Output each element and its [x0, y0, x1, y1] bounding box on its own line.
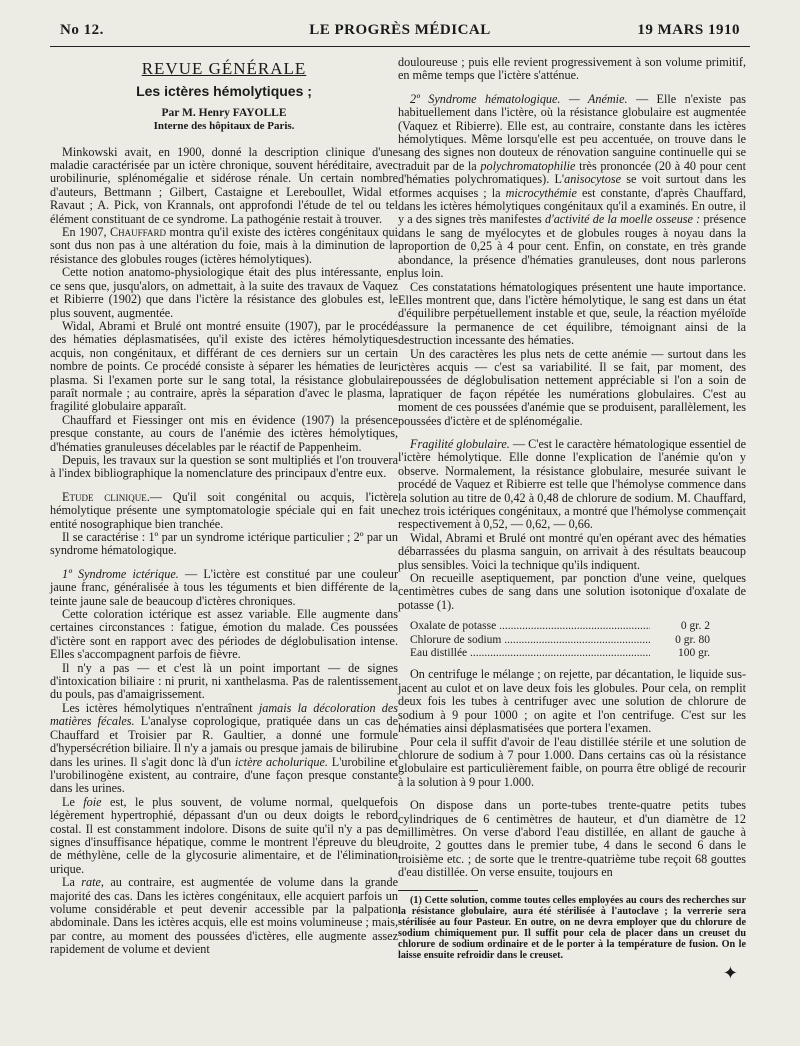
running-header: [60, 22, 740, 46]
paragraph: Ces constatations hématologiques présentent une haute importance. Elles montrent que, dans l'ictère hémolytique, le sang est dans un état d'équilibre perpétuellement instable et que, seule, la réaction myéloïde assure la permanence de cet équilibre, témoignant ainsi de la destruction incessante des hématies.: [398, 279, 746, 348]
paragraph: Etude clinique.— Qu'il soit congénital ou acquis, l'ictère hémolytique présente une symptomatologie spéciale qui en fait une entité nosographique bien tranchée.: [50, 489, 398, 531]
article-title: Les ictères hémolytiques ;: [136, 83, 312, 100]
paragraph: Les ictères hémolytiques n'entraînent jamais la décoloration des matières fécales. L'analyse coprologique, pratiquée dans un cas de Chauffard et Troisier par R. Gaultier, a donné une formule d'hypersécrétion biliaire. Il n'y a jamais ou presque jamais de bilirubine dans les urines. Il s'agit donc là d'un ictère acholurique. L'urobiline et l'urobilinogène existent, au contraire, d'une façon presque constante dans les urines.: [50, 700, 399, 796]
paragraph: Il n'y a pas — et c'est là un point important — de signes d'intoxication biliaire : ni prurit, ni xanthelasma. Pas de ralentissement du pouls, pas d'amaigrissement.: [50, 660, 398, 702]
paragraph: Le foie est, le plus souvent, de volume normal, quelquefois légèrement hypertrophié, dépassant d'un ou deux doigts le rebord costal. Il est constamment indolore. Disons de suite qu'il n'y a pas de signes d'insuffisance hépatique, comme le montrent l'épreuve du bleu de méthylène, celle de la glycosurie alimentaire, et de l'élimination urique.: [50, 794, 399, 876]
section-heading: 1º Syndrome ictérique.: [62, 566, 179, 581]
section-heading: Fragilité globulaire.: [410, 436, 510, 451]
left-column: [50, 56, 398, 957]
section-heading: Etude clinique.: [62, 489, 150, 504]
paragraph: En 1907, Chauffard montra qu'il existe des ictères congénitaux qui sont dus non pas à une altération du foie, mais à la diminution de la résistance des globules rouges (ictères hémolytiques).: [50, 225, 399, 266]
solution-table: [410, 620, 746, 660]
paragraph: On centrifuge le mélange ; on rejette, par décantation, le liquide sus-jacent au culot et on lave deux fois les globules. Pour cela, on remplit deux fois les tubes à centrifuger avec une solution de chlorure de sodium à 9 pour 1000 ; on agite et l'on centrifuge. C'est sur les hématies ainsi déplasmatisées que portera l'examen.: [398, 667, 746, 736]
section-rubric: REVUE GÉNÉRALE: [141, 59, 307, 78]
table-row: Chlorure de sodium ..... 0 gr. 80: [410, 634, 710, 647]
footnote: (1) Cette solution, comme toutes celles employées au cours des recherches sur la résistance globulaire, aura été stérilisée à l'autoclave ; la verrerie sera stérilisée au four Pasteur. En outre, on ne devra employer que du chlorure de sodium chimiquement pur. Il suffit pour cela de placer dans un creuset du chlorure de sodium ordinaire et de le porter à la température de fusion. On le laisse ensuite refroidir dans le creuset.: [398, 894, 746, 961]
paragraph: La rate, au contraire, est augmentée de volume dans la grande majorité des cas. Dans les ictères congénitaux, elle acquiert parfois un volume considérable et peut devenir accessible par la palpation abdominale. Dans les ictères acquis, elle est moins volumineuse ; mais, par contre, au moment des poussées d'ictères, elle augmente assez rapidement de volume et devient: [50, 875, 398, 957]
author-affiliation: Interne des hôpitaux de Paris.: [153, 120, 295, 133]
author-name: Chauffard: [110, 225, 167, 240]
right-column: [398, 55, 747, 983]
paragraph: Un des caractères les plus nets de cette anémie — surtout dans les ictères acquis — c'est sa variabilité. Il se fait, par moment, des poussées de déglobulisation nettement appréciable si l'on a soin de pratiquer de façon répétée les numérations globulaires. C'est au moment de ces poussées d'anémie que se produisent, parallèlement, les poussées d'ictère et de splénomégalie.: [398, 346, 746, 428]
paragraph: Chauffard et Fiessinger ont mis en évidence (1907) la présence presque constante, au cours de l'anémie des ictères hémolytiques, d'hématies granuleuses décelables par le réactif de Pappenheim.: [50, 412, 398, 454]
paragraph: Minkowski avait, en 1900, donné la description clinique d'une maladie caractérisée par un ictère chronique, souvent héréditaire, avec urobilinurie, splénomégalie et sidérose rénale. Un certain nombre d'auteurs, Bettmann ; Gilbert, Castaigne et Lereboullet, Widal et Ravaut ; A. Pick, von Krannals, ont approfondi l'étude de tel ou tel élément constituant de ce syndrome. La pathogénie restait à trouver.: [50, 144, 398, 226]
paragraph: Pour cela il suffit d'avoir de l'eau distillée stérile et une solution de chlorure de sodium à 7 pour 1.000. Dans certains cas où la résistance globulaire est particulièrement faible, on pourra être obligé de recourir à la solution à 9 pour 1.000.: [398, 734, 746, 789]
table-row: Eau distillée ..... 100 gr.: [410, 647, 710, 660]
paragraph: Fragilité globulaire. — C'est le caractère hématologique essentiel de l'ictère hémolytique. Elle donne l'explication de l'anémie qu'on y observe. Normalement, la résistance globulaire, mesurée suivant le procédé de Vaquez et Ribierre est telle que l'hémolyse commence dans la solution au titre de 0,42 à 0,48 de chlorure de sodium. M. Chauffard, chez trois ictériques congénitaux, a montré que l'hémolyse commençait respectivement à 0,52, — 0,62, — 0,66.: [398, 436, 746, 532]
paragraph: Widal, Abrami et Brulé ont montré qu'en opérant avec des hématies débarrassées du plasma sanguin, on arrivait à des résultats beaucoup plus sensibles. Voici la technique qu'ils indiquent.: [398, 530, 746, 572]
paragraph: On recueille aseptiquement, par ponction d'une veine, quelques centimètres cubes de sang dans une solution isotonique d'oxalate de potasse (1).: [398, 571, 746, 612]
table-row: Oxalate de potasse ..... 0 gr. 2: [410, 620, 710, 633]
paragraph: On dispose dans un porte-tubes trente-quatre petits tubes cylindriques de 6 centimètres de hauteur, et d'un diamètre de 12 millimètres. On verse d'abord l'eau distillée, en allant de gauche à droite, 2 gouttes dans le premier tube, 4 dans le second 6 dans le troisième etc. ; de sorte que le trentre-quatrième tube reçoit 68 gouttes d'eau distillée. On verse ensuite, toujours en: [398, 798, 746, 880]
paragraph: 1º Syndrome ictérique. — L'ictère est constitué par une couleur jaune franc, généralisée à tous les téguments et bien différente de la teinte jaune sale de beaucoup d'ictères chroniques.: [50, 566, 398, 608]
footnote-rule: [398, 890, 478, 891]
paragraph: Widal, Abrami et Brulé ont montré ensuite (1907), par le procédé des hématies déplasmatisées, qu'il existe des ictères hémolytiques acquis, non congénitaux, et différant de ces derniers sur un certain nombre de points. Ce procédé consiste à séparer les hématies de leur plasma. Si l'examen porte sur le sang total, la résistance globulaire paraît normale ; au contraire, après la séparation d'avec le plasma, la fragilité globulaire apparaît.: [50, 318, 398, 414]
paragraph: Cette notion anatomo-physiologique était des plus intéressante, en ce sens que, jusqu'alors, on admettait, à la suite des travaux de Vaquez et Ribierre (1902) que dans l'ictère la résistance des globules est, le plus souvent, augmentée.: [50, 265, 398, 320]
header-rule: [50, 46, 750, 47]
issue-date: 19 MARS 1910: [637, 22, 740, 38]
paragraph: Cette coloration ictérique est assez variable. Elle augmente dans certaines circonstances : fatigue, émotion du malade. Ces poussées d'ictère sont en rapport avec des périodes de déglobulisation intense. Elles s'accompagnent parfois de fièvre.: [50, 607, 398, 662]
issue-number: No 12.: [60, 22, 104, 38]
fleuron-ornament-icon: ✦: [722, 962, 738, 983]
author-byline: Par M. Henry FAYOLLE: [161, 106, 287, 119]
journal-title: LE PROGRÈS MÉDICAL: [309, 22, 491, 38]
section-heading: 2º Syndrome hématologique. — Anémie.: [410, 91, 628, 106]
paragraph: Depuis, les travaux sur la question se sont multipliés et l'on trouvera à l'index bibliographique la nomenclature des principaux d'entre eux.: [50, 452, 398, 481]
paragraph: douloureuse ; puis elle revient progressivement à son volume primitif, en même temps que l'ictère s'atténue.: [398, 55, 746, 83]
paragraph: Il se caractérise : 1º par un syndrome ictérique particulier ; 2º par un syndrome hématologique.: [50, 530, 398, 558]
paragraph: 2º Syndrome hématologique. — Anémie. — Elle n'existe pas habituellement dans l'ictère, où la résistance globulaire est augmentée (Vaquez et Ribierre). Elle est, au contraire, constante dans les ictères hémolytiques. Même lorsqu'elle est peu accentuée, on trouve dans le sang des signes non douteux de rénovation sanguine continuelle qui se traduit par de la polychromatophilie très prononcée (20 à 40 pour cent d'hématies polychromatiques). L'anisocytose se voit surtout dans les formes acquises ; la microcythémie est constante, d'après Chauffard, dans les ictères hémolytiques congénitaux qu'il a examinés. En outre, il y a des signes très manifestes d'activité de la moelle osseuse : présence dans le sang de myélocytes et de globules rouges à noyau dans la proportion de 0,25 à 4 pour cent. Enfin, on constate, en très grande abondance, la présence d'hématies granuleuses, dont nous parlerons plus loin.: [398, 91, 747, 281]
